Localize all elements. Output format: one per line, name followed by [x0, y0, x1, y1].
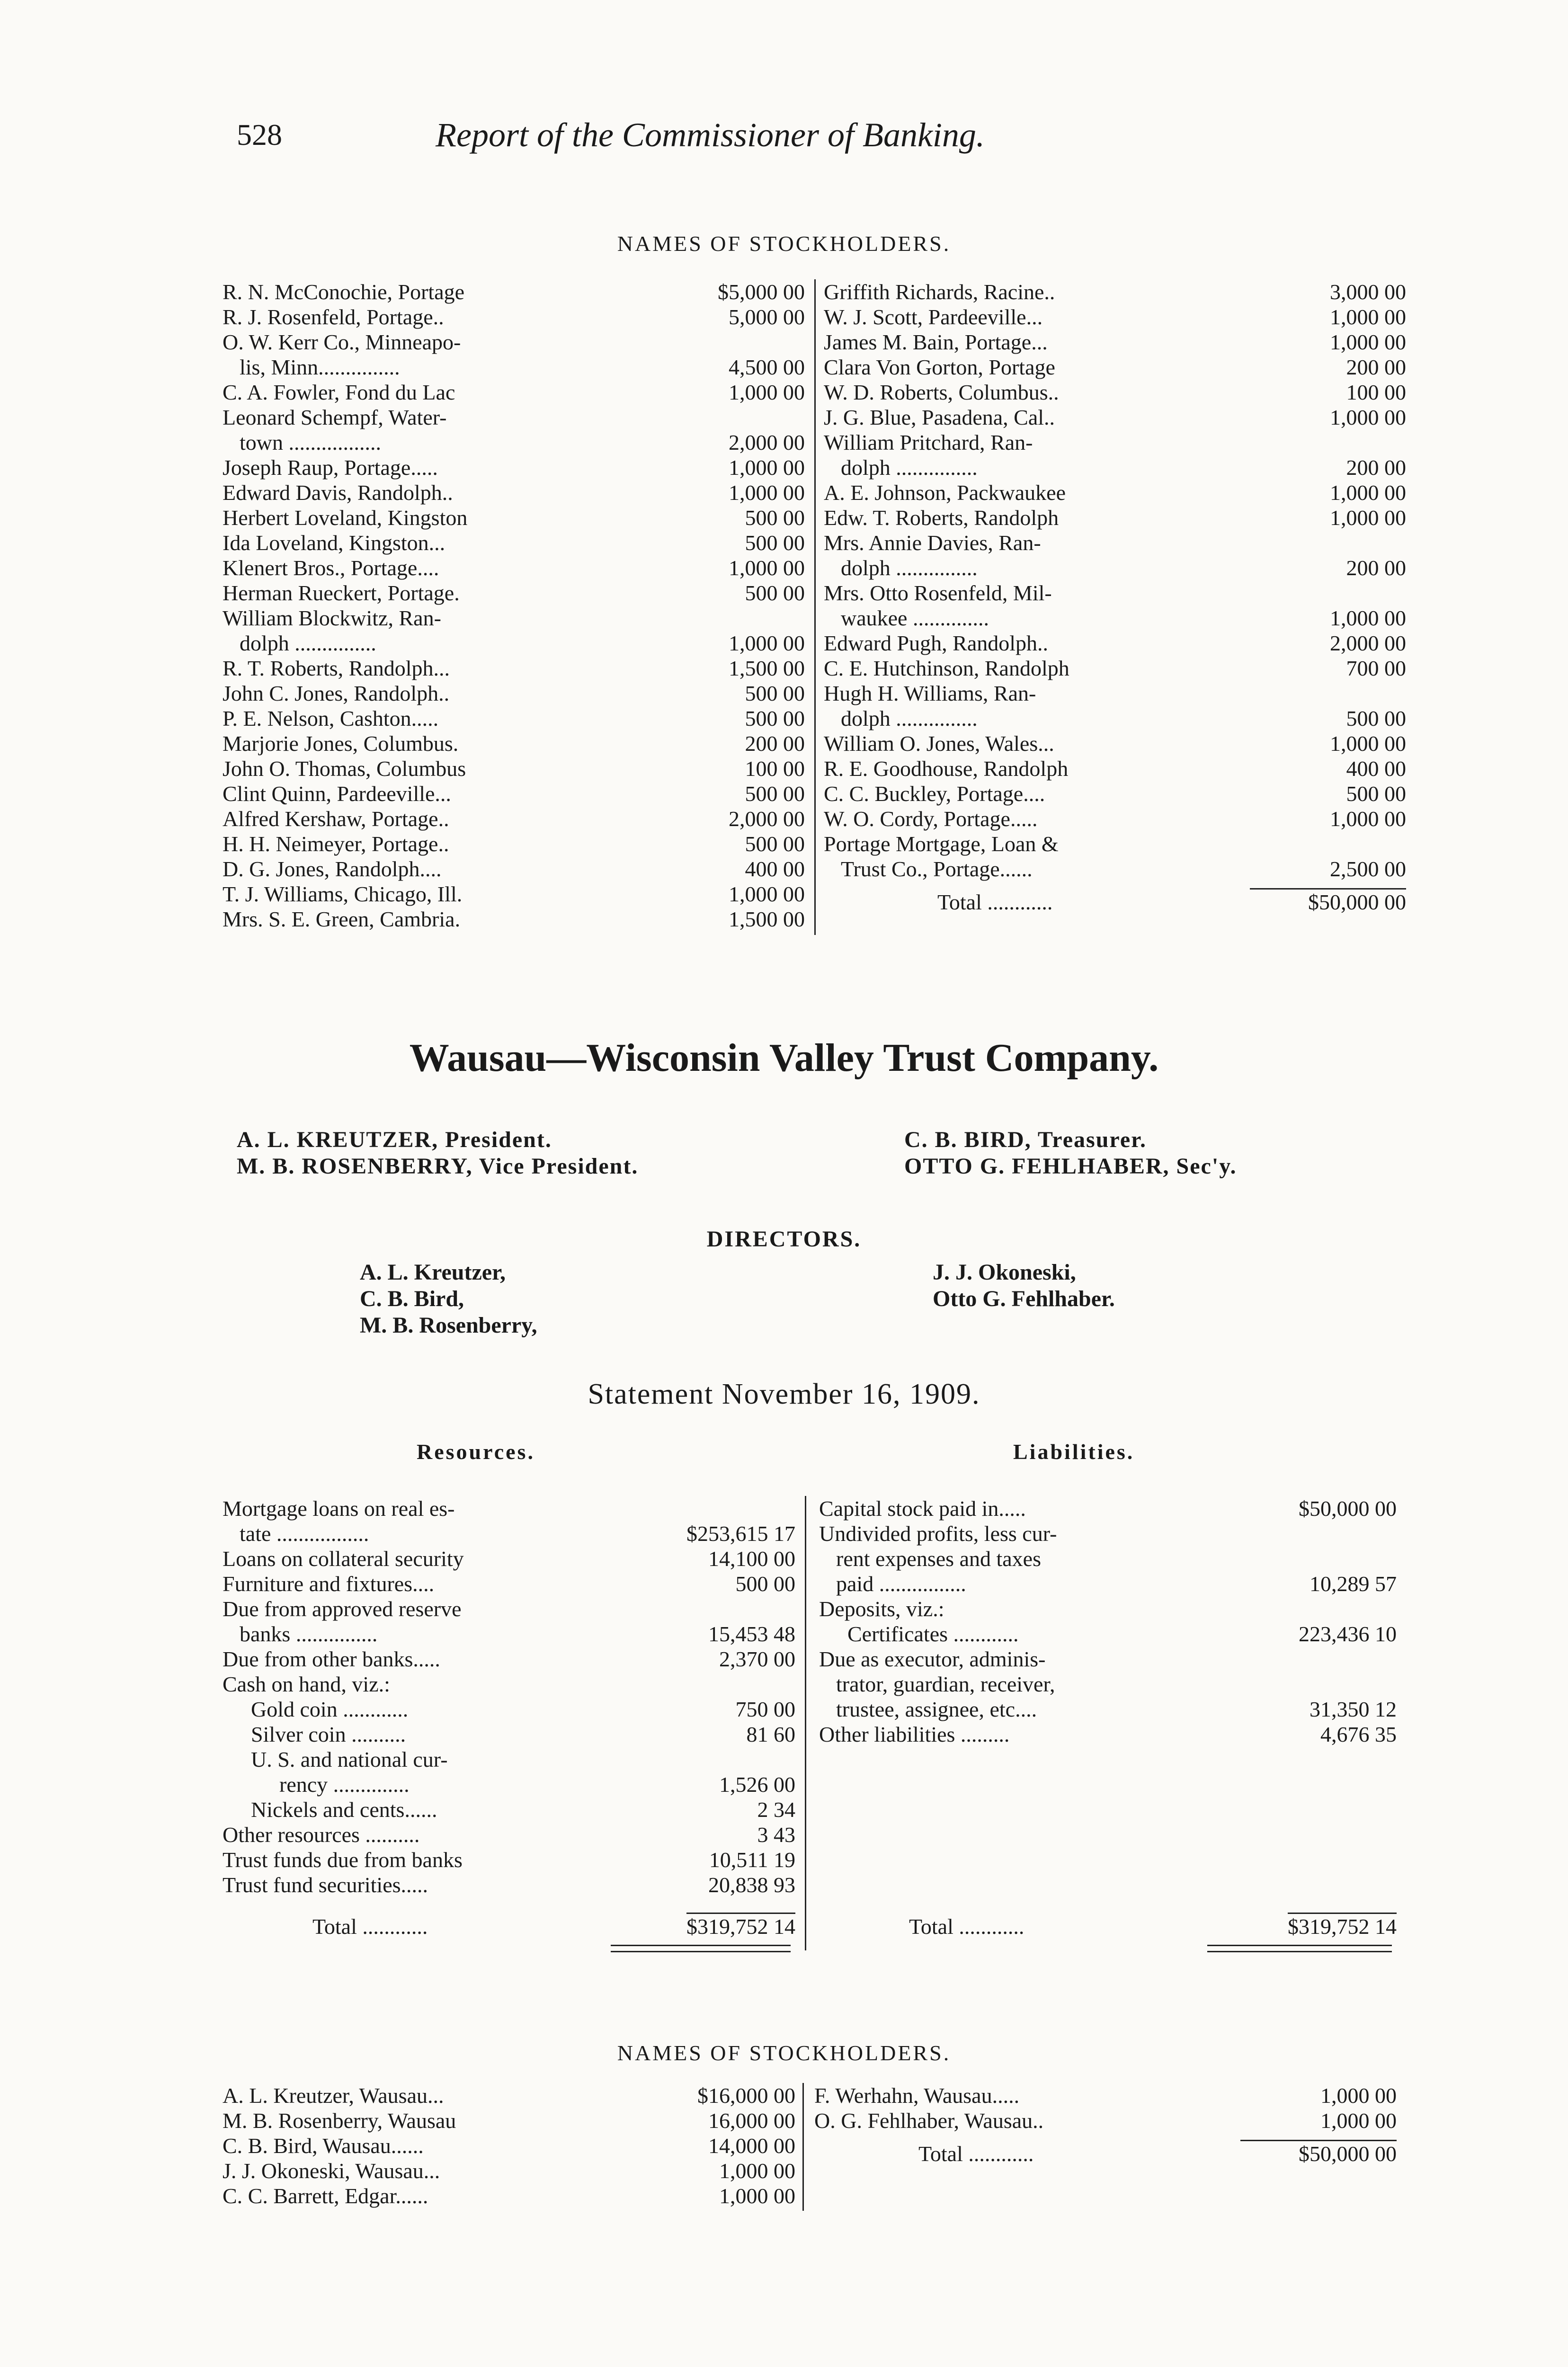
item-amount: 1,000 00	[729, 556, 805, 580]
statement-table	[223, 1496, 1397, 1969]
stockholders-table	[223, 279, 1406, 952]
item-name: dolph ...............	[841, 556, 978, 580]
item-amount: 2,370 00	[719, 1647, 795, 1671]
item-name: dolph ...............	[841, 455, 978, 480]
item-amount: $50,000 00	[1299, 1496, 1397, 1521]
item-amount: 20,838 93	[708, 1873, 795, 1897]
item-name: R. J. Rosenfeld, Portage..	[223, 305, 444, 329]
item-amount: 1,000 00	[1320, 2083, 1397, 2108]
director-name: M. B. Rosenberry,	[360, 1313, 537, 1338]
item-name: Furniture and fixtures....	[223, 1572, 435, 1596]
total-amount: $50,000 00	[1240, 2140, 1397, 2166]
column-divider	[805, 1496, 806, 1950]
list-item	[819, 1672, 1397, 1697]
item-amount: 1,000 00	[1320, 2109, 1397, 2133]
item-amount: 500 00	[1346, 782, 1406, 806]
column-divider	[814, 279, 816, 935]
item-name: rency ..............	[279, 1772, 410, 1797]
item-name: Leonard Schempf, Water-	[223, 405, 447, 429]
list-item	[819, 1521, 1397, 1546]
item-name: Edward Davis, Randolph..	[223, 481, 453, 505]
item-amount: 31,350 12	[1310, 1697, 1397, 1721]
item-amount: 1,000 00	[1330, 405, 1406, 429]
item-amount: 500 00	[745, 581, 805, 605]
item-amount: $16,000 00	[697, 2083, 795, 2108]
item-amount: 1,000 00	[729, 631, 805, 655]
liabilities-column	[819, 1496, 1397, 1747]
item-amount: 14,000 00	[708, 2134, 795, 2158]
list-item	[223, 681, 805, 706]
list-item	[819, 1571, 1397, 1596]
list-item	[223, 806, 805, 831]
item-name: Edw. T. Roberts, Randolph	[824, 506, 1059, 530]
item-name: O. G. Fehlhaber, Wausau..	[814, 2109, 1044, 2133]
item-name: Mrs. Annie Davies, Ran-	[824, 531, 1041, 555]
list-item	[824, 580, 1406, 605]
list-item	[223, 405, 805, 430]
item-name: John C. Jones, Randolph..	[223, 681, 450, 705]
resources-total-row	[223, 1913, 795, 1938]
item-name: C. A. Fowler, Fond du Lac	[223, 380, 455, 404]
resources-total-double-rule	[611, 1945, 791, 1952]
list-item	[223, 1722, 795, 1747]
item-amount: 1,500 00	[729, 656, 805, 680]
list-item	[223, 1697, 795, 1722]
officer-vice-president: M. B. ROSENBERRY, Vice President.	[237, 1154, 639, 1179]
list-item	[223, 455, 805, 480]
list-item	[824, 380, 1406, 405]
list-item	[223, 656, 805, 681]
stockholders-2-total-row	[814, 2140, 1397, 2165]
list-item	[819, 1546, 1397, 1571]
item-name: Joseph Raup, Portage.....	[223, 455, 438, 480]
item-amount: 100 00	[1346, 380, 1406, 404]
list-item	[819, 1722, 1397, 1747]
item-name: Nickels and cents......	[251, 1797, 437, 1822]
list-item	[223, 329, 805, 355]
director-name: A. L. Kreutzer,	[360, 1260, 506, 1285]
list-item	[824, 555, 1406, 580]
resources-column	[223, 1496, 795, 1897]
list-item	[223, 2083, 795, 2108]
item-name: lis, Minn...............	[240, 355, 400, 379]
item-name: M. B. Rosenberry, Wausau	[223, 2109, 456, 2133]
item-amount: 500 00	[745, 706, 805, 730]
stockholders-right-column	[824, 279, 1406, 913]
item-amount: 500 00	[745, 506, 805, 530]
total-label: Total ............	[918, 2142, 1034, 2166]
liabilities-heading: Liabilities.	[1013, 1440, 1135, 1464]
list-item	[223, 430, 805, 455]
item-name: Clint Quinn, Pardeeville...	[223, 782, 451, 806]
list-item	[824, 355, 1406, 380]
total-amount: $50,000 00	[1250, 888, 1406, 915]
list-item	[819, 1496, 1397, 1521]
item-amount: 10,511 19	[709, 1848, 795, 1872]
page-number: 528	[237, 118, 282, 151]
item-name: Certificates ............	[847, 1622, 1019, 1646]
item-name: Mrs. S. E. Green, Cambria.	[223, 907, 461, 931]
company-title: Wausau—Wisconsin Valley Trust Company.	[409, 1036, 1159, 1080]
column-divider	[802, 2083, 804, 2211]
list-item	[824, 304, 1406, 329]
item-amount: 400 00	[745, 857, 805, 881]
liabilities-total-amount: $319,752 14	[1288, 1913, 1397, 1939]
directors-heading: DIRECTORS.	[706, 1227, 862, 1252]
item-name: Trust fund securities.....	[223, 1873, 428, 1897]
resources-total-label: Total ............	[312, 1914, 428, 1939]
item-amount: 200 00	[1346, 355, 1406, 379]
item-name: W. D. Roberts, Columbus..	[824, 380, 1059, 404]
list-item	[824, 430, 1406, 455]
item-name: T. J. Williams, Chicago, Ill.	[223, 882, 463, 906]
officer-president: A. L. KREUTZER, President.	[237, 1127, 552, 1152]
item-name: Herbert Loveland, Kingston	[223, 506, 468, 530]
list-item	[223, 1496, 795, 1521]
list-item	[223, 756, 805, 781]
item-name: banks ...............	[240, 1622, 378, 1646]
list-item	[223, 1872, 795, 1897]
item-amount: 500 00	[735, 1572, 795, 1596]
item-amount: 81 60	[746, 1722, 795, 1746]
item-amount: 1,526 00	[719, 1772, 795, 1797]
item-name: Edward Pugh, Randolph..	[824, 631, 1049, 655]
stockholders-table-2	[223, 2083, 1397, 2225]
list-item	[824, 831, 1406, 856]
list-item	[824, 631, 1406, 656]
item-name: dolph ...............	[240, 631, 376, 655]
list-item	[223, 2108, 795, 2133]
item-name: J. G. Blue, Pasadena, Cal..	[824, 405, 1055, 429]
list-item	[819, 1621, 1397, 1646]
list-item	[824, 781, 1406, 806]
item-amount: 3,000 00	[1330, 280, 1406, 304]
item-amount: 2 34	[757, 1797, 795, 1822]
item-name: William Blockwitz, Ran-	[223, 606, 441, 630]
list-item	[223, 731, 805, 756]
list-item	[814, 2083, 1397, 2108]
list-item	[223, 1646, 795, 1672]
item-name: trustee, assignee, etc....	[836, 1697, 1037, 1721]
item-amount: 4,676 35	[1320, 1722, 1397, 1746]
director-name: J. J. Okoneski,	[933, 1260, 1076, 1285]
item-amount: 700 00	[1346, 656, 1406, 680]
item-name: Marjorie Jones, Columbus.	[223, 731, 459, 756]
item-amount: 3 43	[757, 1823, 795, 1847]
list-item	[223, 1621, 795, 1646]
list-item	[814, 2108, 1397, 2133]
item-name: rent expenses and taxes	[836, 1547, 1042, 1571]
item-name: Portage Mortgage, Loan &	[824, 832, 1059, 856]
item-amount: 500 00	[745, 832, 805, 856]
item-amount: 200 00	[1346, 556, 1406, 580]
list-item	[824, 279, 1406, 304]
list-item	[223, 907, 805, 932]
item-name: J. J. Okoneski, Wausau...	[223, 2159, 440, 2183]
liabilities-total-row	[819, 1913, 1397, 1938]
item-amount: 5,000 00	[729, 305, 805, 329]
item-amount: 1,000 00	[1330, 305, 1406, 329]
item-name: waukee ..............	[841, 606, 989, 630]
list-item	[223, 2183, 795, 2208]
item-name: Trust Co., Portage......	[841, 857, 1033, 881]
director-name: C. B. Bird,	[360, 1286, 464, 1311]
directors-left	[360, 1259, 537, 1339]
item-name: Other resources ..........	[223, 1823, 420, 1847]
list-item	[223, 831, 805, 856]
item-amount: 500 00	[745, 681, 805, 705]
item-amount: 500 00	[745, 782, 805, 806]
item-name: Mrs. Otto Rosenfeld, Mil-	[824, 581, 1052, 605]
item-name: Clara Von Gorton, Portage	[824, 355, 1055, 379]
list-item	[223, 580, 805, 605]
item-name: Undivided profits, less cur-	[819, 1522, 1057, 1546]
item-amount: 1,000 00	[719, 2184, 795, 2208]
list-item	[223, 480, 805, 505]
list-item	[824, 455, 1406, 480]
item-name: trator, guardian, receiver,	[836, 1672, 1055, 1696]
item-amount: 1,000 00	[729, 481, 805, 505]
list-item	[824, 329, 1406, 355]
item-amount: 1,000 00	[719, 2159, 795, 2183]
directors-right	[933, 1259, 1115, 1312]
item-amount: 200 00	[745, 731, 805, 756]
list-item	[223, 856, 805, 881]
item-name: Gold coin ............	[251, 1697, 409, 1721]
list-item	[819, 1697, 1397, 1722]
item-name: P. E. Nelson, Cashton.....	[223, 706, 439, 730]
list-item	[223, 1521, 795, 1546]
item-amount: 200 00	[1346, 455, 1406, 480]
item-name: Due from approved reserve	[223, 1597, 462, 1621]
list-item	[223, 505, 805, 530]
item-amount: 14,100 00	[708, 1547, 795, 1571]
item-name: William O. Jones, Wales...	[824, 731, 1054, 756]
list-item	[223, 881, 805, 907]
list-item	[223, 1847, 795, 1872]
list-item	[223, 530, 805, 555]
list-item	[223, 1747, 795, 1772]
item-name: A. L. Kreutzer, Wausau...	[223, 2083, 444, 2108]
list-item	[824, 605, 1406, 631]
item-name: R. N. McConochie, Portage	[223, 280, 465, 304]
item-name: Deposits, viz.:	[819, 1597, 944, 1621]
stockholders-total-row	[824, 888, 1406, 913]
list-item	[824, 731, 1406, 756]
item-amount: 1,000 00	[1330, 481, 1406, 505]
item-name: H. H. Neimeyer, Portage..	[223, 832, 449, 856]
item-amount: 100 00	[745, 756, 805, 781]
item-amount: 2,000 00	[729, 430, 805, 454]
list-item	[223, 355, 805, 380]
item-name: James M. Bain, Portage...	[824, 330, 1048, 354]
list-item	[223, 1672, 795, 1697]
item-name: William Pritchard, Ran-	[824, 430, 1033, 454]
officer-treasurer: C. B. BIRD, Treasurer.	[904, 1127, 1147, 1152]
item-amount: 1,000 00	[1330, 731, 1406, 756]
stockholders-heading: NAMES OF STOCKHOLDERS.	[617, 231, 951, 256]
item-amount: 1,000 00	[729, 882, 805, 906]
item-name: Due from other banks.....	[223, 1647, 440, 1671]
list-item	[824, 681, 1406, 706]
list-item	[223, 781, 805, 806]
list-item	[824, 656, 1406, 681]
item-amount: 500 00	[1346, 706, 1406, 730]
list-item	[223, 279, 805, 304]
item-amount: $5,000 00	[718, 280, 805, 304]
item-name: F. Werhahn, Wausau.....	[814, 2083, 1020, 2108]
running-title: Report of the Commissioner of Banking.	[436, 116, 985, 154]
item-amount: 1,000 00	[1330, 807, 1406, 831]
item-amount: 2,000 00	[729, 807, 805, 831]
item-name: Alfred Kershaw, Portage..	[223, 807, 449, 831]
liabilities-total-label: Total ............	[909, 1914, 1025, 1939]
item-name: John O. Thomas, Columbus	[223, 756, 466, 781]
item-name: paid ................	[836, 1572, 966, 1596]
stockholders-heading-2: NAMES OF STOCKHOLDERS.	[617, 2041, 951, 2065]
list-item	[223, 1596, 795, 1621]
list-item	[223, 1772, 795, 1797]
item-name: A. E. Johnson, Packwaukee	[824, 481, 1066, 505]
director-name: Otto G. Fehlhaber.	[933, 1286, 1115, 1311]
item-amount: 750 00	[735, 1697, 795, 1721]
list-item	[824, 405, 1406, 430]
item-amount: 15,453 48	[708, 1622, 795, 1646]
item-amount: 1,000 00	[1330, 330, 1406, 354]
resources-total-amount: $319,752 14	[686, 1913, 795, 1939]
list-item	[824, 756, 1406, 781]
resources-heading: Resources.	[417, 1440, 535, 1464]
list-item	[223, 1546, 795, 1571]
item-name: D. G. Jones, Randolph....	[223, 857, 442, 881]
item-amount: $253,615 17	[686, 1522, 795, 1546]
list-item	[824, 530, 1406, 555]
item-amount: 2,000 00	[1330, 631, 1406, 655]
item-name: Griffith Richards, Racine..	[824, 280, 1055, 304]
item-name: Ida Loveland, Kingston...	[223, 531, 445, 555]
item-name: C. C. Barrett, Edgar......	[223, 2184, 428, 2208]
item-name: Loans on collateral security	[223, 1547, 464, 1571]
list-item	[824, 806, 1406, 831]
statement-title: Statement November 16, 1909.	[588, 1378, 980, 1410]
item-name: C. E. Hutchinson, Randolph	[824, 656, 1069, 680]
list-item	[223, 605, 805, 631]
list-item	[223, 380, 805, 405]
item-name: C. C. Buckley, Portage....	[824, 782, 1045, 806]
item-name: Mortgage loans on real es-	[223, 1496, 455, 1521]
list-item	[223, 2158, 795, 2183]
item-name: Herman Rueckert, Portage.	[223, 581, 460, 605]
list-item	[223, 555, 805, 580]
list-item	[824, 706, 1406, 731]
item-amount: 223,436 10	[1299, 1622, 1397, 1646]
list-item	[223, 631, 805, 656]
officer-secretary: OTTO G. FEHLHABER, Sec'y.	[904, 1154, 1237, 1179]
item-amount: 1,000 00	[729, 455, 805, 480]
item-amount: 1,000 00	[729, 380, 805, 404]
item-name: Hugh H. Williams, Ran-	[824, 681, 1036, 705]
item-amount: 10,289 57	[1310, 1572, 1397, 1596]
item-amount: 500 00	[745, 531, 805, 555]
item-name: W. J. Scott, Pardeeville...	[824, 305, 1043, 329]
liabilities-total-double-rule	[1207, 1945, 1392, 1952]
item-amount: 400 00	[1346, 756, 1406, 781]
item-name: R. T. Roberts, Randolph...	[223, 656, 450, 680]
item-name: Other liabilities .........	[819, 1722, 1010, 1746]
list-item	[819, 1646, 1397, 1672]
list-item	[223, 2133, 795, 2158]
item-name: dolph ...............	[841, 706, 978, 730]
stockholders-2-right-column	[814, 2083, 1397, 2165]
item-amount: 1,500 00	[729, 907, 805, 931]
list-item	[223, 304, 805, 329]
item-name: W. O. Cordy, Portage.....	[824, 807, 1038, 831]
item-amount: 2,500 00	[1330, 857, 1406, 881]
item-name: Klenert Bros., Portage....	[223, 556, 439, 580]
item-amount: 16,000 00	[708, 2109, 795, 2133]
item-name: tate .................	[240, 1522, 369, 1546]
item-name: town .................	[240, 430, 381, 454]
total-label: Total ............	[937, 890, 1053, 914]
item-amount: 1,000 00	[1330, 606, 1406, 630]
item-name: C. B. Bird, Wausau......	[223, 2134, 424, 2158]
item-name: Capital stock paid in.....	[819, 1496, 1026, 1521]
list-item	[824, 856, 1406, 881]
item-name: Cash on hand, viz.:	[223, 1672, 390, 1696]
item-name: O. W. Kerr Co., Minneapo-	[223, 330, 461, 354]
list-item	[819, 1596, 1397, 1621]
list-item	[824, 480, 1406, 505]
item-name: R. E. Goodhouse, Randolph	[824, 756, 1069, 781]
list-item	[223, 1822, 795, 1847]
stockholders-2-left-column	[223, 2083, 795, 2208]
list-item	[223, 706, 805, 731]
stockholders-left-column	[223, 279, 805, 932]
running-head	[237, 114, 1335, 170]
item-name: Silver coin ..........	[251, 1722, 406, 1746]
item-amount: 4,500 00	[729, 355, 805, 379]
list-item	[223, 1797, 795, 1822]
item-name: U. S. and national cur-	[251, 1747, 448, 1771]
item-amount: 1,000 00	[1330, 506, 1406, 530]
item-name: Due as executor, adminis-	[819, 1647, 1046, 1671]
item-name: Trust funds due from banks	[223, 1848, 463, 1872]
list-item	[223, 1571, 795, 1596]
list-item	[824, 505, 1406, 530]
